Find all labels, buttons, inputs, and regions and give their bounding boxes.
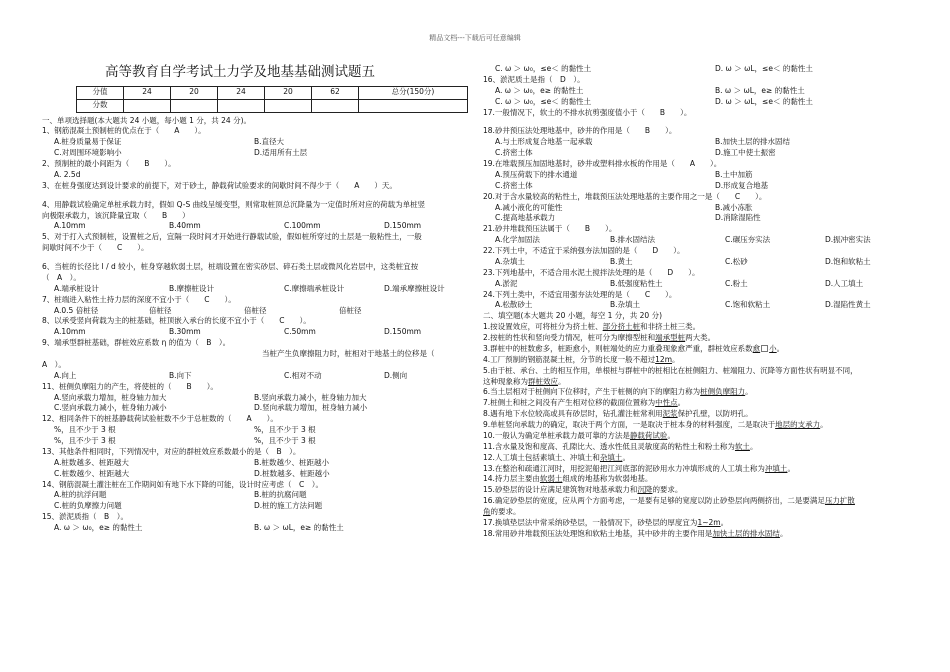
option: D.人工填土 xyxy=(825,278,864,288)
fill-text: 。 xyxy=(622,452,630,462)
option: B.减小冻胀 xyxy=(715,202,753,212)
score-cell: 分值 xyxy=(77,86,124,99)
option: C.50mm xyxy=(284,327,316,337)
fill-item xyxy=(483,420,915,431)
option: A. ω ＞ ω₀，e≥ 的黏性土 xyxy=(54,523,143,533)
question: 4、用静载试验确定单桩承载力时，假如 Q-S 曲线呈缓变型，则常取桩顶总沉降量为一定值时所对应的荷载为单桩竖 xyxy=(42,199,426,209)
question: 22.下列土中，不适宜于采纳强夯法加固的是（ D ）。 xyxy=(483,246,685,255)
fill-text: 7.桩侧土和桩之间没有产生相对位移的截面位置称为 xyxy=(483,398,656,408)
fill-text: 。 xyxy=(672,354,680,364)
fill-text: 2.按桩的性状和竖向受力情况，桩可分为摩擦型桩和 xyxy=(483,333,656,342)
question: 当桩产生负摩擦阻力时，桩相对于地基土的位移是（ xyxy=(262,349,435,359)
option: D.适用所有土层 xyxy=(254,148,308,158)
question: 9、端承型群桩基础，群桩效应系数 η 的值为（ B ）。 xyxy=(42,338,231,348)
fill-text: 18.常用砂井堆载预压法处理饱和软粘土地基，其中砂井的主要作用是 xyxy=(483,528,713,538)
question: 12、相同条件下的桩基静载荷试验桩数不少于总桩数的（ A ）。 xyxy=(42,414,278,424)
fill-answer: 中性点 xyxy=(655,398,678,408)
option: D.湿陷性黄土 xyxy=(825,300,871,310)
question: 24.下列土类中，不适宜用强夯法处理的是（ C ）。 xyxy=(483,289,677,299)
question: 5、对于打入式预制桩，设置桩之后，宜隔一段时间才开始进行静载试验，假如桩所穿过的土层是一般粘性土，一般 xyxy=(42,232,422,242)
fill-text: 15.砂垫层的设计应满足建筑物对地基承载力和 xyxy=(483,485,638,495)
question: 18.砂井预压法处理地基中，砂井的作用是（ B ）。 xyxy=(483,126,677,136)
option: C.饱和软粘土 xyxy=(725,300,771,310)
option: %，且不少于 3 根 xyxy=(54,436,116,446)
question-cont: 向极限承载力，该沉降量宜取（ B ） xyxy=(42,210,190,220)
fill-item xyxy=(483,474,915,485)
option: D.消除湿陷性 xyxy=(715,213,761,223)
option: B.桩数越少、桩距越小 xyxy=(254,457,330,467)
question: 21.砂井堆载预压法属于（ B ）。 xyxy=(483,224,617,234)
option: B.摩擦桩设计 xyxy=(169,283,215,293)
fill-text: 。 xyxy=(745,387,753,397)
option: D.150mm xyxy=(384,327,422,337)
option: C.提高地基承载力 xyxy=(495,213,556,223)
fill-item xyxy=(483,377,915,388)
option: A.桩数越多、桩距越大 xyxy=(54,457,129,467)
question: 14、钢筋混凝土灌注桩在工作期间如有地下水下降的可能，设计时应考虑（ C ）。 xyxy=(42,479,324,489)
option: D.振冲密实法 xyxy=(825,235,871,245)
option: B.40mm xyxy=(169,221,201,231)
option: D.竖向承载力增加，桩身轴力减小 xyxy=(254,403,368,413)
question-cont: （ A ）。 xyxy=(42,272,81,282)
score-cell: 分数 xyxy=(77,99,124,112)
option: A.端承桩设计 xyxy=(54,283,99,293)
score-cell xyxy=(171,99,218,112)
option: A.10mm xyxy=(54,221,86,231)
fill-answer: 桩侧负摩阻力 xyxy=(700,387,746,397)
option: C.挤密土体 xyxy=(495,148,533,158)
fill-text: 。 xyxy=(776,343,785,353)
fill-item xyxy=(483,409,915,420)
option: C.对周围环境影响小 xyxy=(54,148,122,158)
option: C.100mm xyxy=(284,221,321,231)
fill-text: 17.换填垫层法中常采纳砂垫层，一般情况下，砂垫层的厚度宜为 xyxy=(483,517,698,527)
fill-answer: 软弱土 xyxy=(539,474,563,484)
score-cell xyxy=(312,99,359,112)
question: 6、当桩的长径比 l / d 较小，桩身穿越软弱土层，桩端设置在密实砂层、碎石类土层或微风化岩层中，这类桩宜按 xyxy=(42,262,419,272)
fill-text: 13.在整治和疏通江河时，用挖泥船把江河底部的泥砂用水力冲填形成的人工填土称为 xyxy=(483,463,765,473)
fill-answer: 部分挤土桩 xyxy=(602,322,641,332)
option: A.桩的抗浮问题 xyxy=(54,490,107,500)
fill-answer: 角 xyxy=(483,507,491,516)
option: D.侧向 xyxy=(384,370,408,380)
option: 倍桩径 xyxy=(149,305,172,315)
option: C. ω ＞ ω₀，≤e＜ 的黏性土 xyxy=(495,96,592,106)
question-cont: 间歇时间不少于（ C ）。 xyxy=(42,243,149,253)
question: 16、淤泥质土是指（ D ）。 xyxy=(483,74,585,84)
fill-item xyxy=(483,496,915,507)
fill-item xyxy=(483,464,915,475)
option: C.粉土 xyxy=(725,278,748,288)
option: %，且不少于 3 根 xyxy=(254,436,316,446)
option: A.与土形成复合地基一起承载 xyxy=(495,137,593,147)
fill-text: 11.含水量及饱和度高、孔隙比大、透水性低且灵敏度高的粘性土和粉土称为 xyxy=(483,441,735,451)
fill-item xyxy=(483,333,915,344)
right-column xyxy=(483,64,915,540)
option: A.0.5 倍桩径 xyxy=(54,305,99,315)
option: 倍桩径 xyxy=(244,305,267,315)
option: A.淤泥 xyxy=(495,278,518,288)
score-cell: 20 xyxy=(171,86,218,99)
fill-text: 12.人工填土包括素填土、冲填土和 xyxy=(483,452,600,462)
fill-text: 10.一般认为确定单桩承载力最可靠的方法是 xyxy=(483,430,630,440)
option: B. ω ＞ ωL，e≥ 的黏性土 xyxy=(254,523,344,533)
question-cont: A ）。 xyxy=(42,359,66,369)
left-column xyxy=(42,64,445,534)
option: C.碾压夯实法 xyxy=(725,235,771,245)
fill-text: 。 xyxy=(667,430,675,440)
question: 1、钢筋混凝土预制桩的优点在于（ A ）。 xyxy=(42,126,206,136)
fill-answer: 1~2m xyxy=(697,517,721,527)
option: B.低强度粘性土 xyxy=(610,278,663,288)
option: B.土中加筋 xyxy=(715,169,753,179)
score-cell xyxy=(218,99,265,112)
option: C.竖向承载力减小，桩身轴力减小 xyxy=(54,403,167,413)
fill-item xyxy=(483,529,915,540)
fill-text: 9.单桩竖向承载力的确定，取决于两个方面，一是取决于桩本身的材料强度，二是取决于 xyxy=(483,420,776,429)
fill-item xyxy=(483,453,915,464)
section-heading: 一、单项选择题(本大题共 24 小题，每小题 1 分，共 24 分)。 xyxy=(42,115,252,125)
score-cell: 20 xyxy=(265,86,312,99)
fill-item xyxy=(483,387,915,398)
option: D.形成复合地基 xyxy=(715,180,769,190)
score-cell: 24 xyxy=(124,86,171,99)
page-header: 精品文档---下载后可任意编辑 xyxy=(429,34,521,42)
comment-icon xyxy=(761,345,768,352)
option: C. ω ＞ ω₀，≤e＜ 的黏性土 xyxy=(495,64,592,73)
score-row xyxy=(77,86,468,99)
fill-text: 14.持力层主要由 xyxy=(483,474,540,484)
question: 13、其他条件相同时，下列情况中，对应的群桩效应系数最小的是（ B ）。 xyxy=(42,446,301,456)
fill-answer: 群桩效应 xyxy=(528,376,558,386)
question: 15、淤泥质指（ B ）。 xyxy=(42,512,128,522)
option: D.饱和软粘土 xyxy=(825,256,871,266)
fill-text: 保护孔壁，以防坍孔。 xyxy=(677,409,753,419)
fill-item xyxy=(483,398,915,409)
fill-answer: 愈 xyxy=(752,343,761,353)
option: A.减小液化的可能性 xyxy=(495,202,563,212)
option: %，且不少于 3 根 xyxy=(54,425,116,435)
fill-text: 组成的地基称为软弱地基。 xyxy=(562,474,653,484)
option: C.摩擦端承桩设计 xyxy=(284,283,345,293)
fill-item xyxy=(483,355,915,366)
option: C.松砂 xyxy=(725,256,748,266)
question: 11、桩侧负摩阻力的产生，将使桩的（ B ）。 xyxy=(42,381,218,391)
option: 倍桩径 xyxy=(339,305,362,315)
option: C.桩的负摩擦力问题 xyxy=(54,501,122,511)
fill-text: 的要求。 xyxy=(490,507,521,516)
question: 3、在桩身强度达到设计要求的前提下，对于砂土，静载荷试验要求的间歇时间不得少于（ A ）天。 xyxy=(42,180,397,190)
fill-answer: 端承型桩 xyxy=(655,333,686,342)
option: D.端承摩擦桩设计 xyxy=(384,283,445,293)
fill-text: 1.按设置效应，可将桩分为挤土桩、 xyxy=(483,322,603,332)
fill-text: 。 xyxy=(677,398,686,408)
score-cell xyxy=(359,99,468,112)
fill-text: 。 xyxy=(779,528,788,538)
question: 7、桩端进入粘性土持力层的深度不宜小于（ C ）。 xyxy=(42,294,236,304)
option: A.松散砂土 xyxy=(495,300,533,310)
option: B.向下 xyxy=(169,370,192,380)
fill-item xyxy=(483,344,915,355)
fill-text: 。 xyxy=(820,420,828,429)
option: A.竖向承载力增加，桩身轴力加大 xyxy=(54,392,167,402)
option: B.黄土 xyxy=(610,256,633,266)
fill-text: 。 xyxy=(720,517,729,527)
fill-text: 这种现象称为 xyxy=(483,376,528,386)
option: D. ω ＞ ωL，≤e＜ 的黏性土 xyxy=(715,96,813,106)
fill-answer: 压力扩散 xyxy=(824,496,855,506)
option: C.桩数越少、桩距越大 xyxy=(54,468,130,478)
option: A.向上 xyxy=(54,370,77,380)
option: B. ω ＞ ωL，e≥ 的黏性土 xyxy=(715,85,805,95)
fill-item xyxy=(483,322,915,333)
fill-answer: 小 xyxy=(769,343,777,353)
option: A. 2.5d xyxy=(54,169,81,179)
option: A.杂填土 xyxy=(495,256,525,266)
fill-item xyxy=(483,431,915,442)
fill-text: 。 xyxy=(749,441,758,451)
option: C.相对不动 xyxy=(284,370,322,380)
fill-text: 两大类。 xyxy=(685,333,716,342)
option: B.竖向承载力减小，桩身轴力加大 xyxy=(254,392,367,402)
option: A. ω ＞ ω₀，e≥ 的黏性土 xyxy=(495,85,584,95)
fill-text: 16.确定砂垫层的宽度，应从两个方面考虑，一是要有足够的宽度以防止砂垫层向两侧挤出，二是要满足 xyxy=(483,496,825,506)
score-cell xyxy=(265,99,312,112)
fill-answer: 地层的支承力 xyxy=(775,420,821,429)
question: 17.一般情况下，软土的不排水抗剪强度值小于（ B ）。 xyxy=(483,107,692,117)
option: A.10mm xyxy=(54,327,86,337)
fill-text: 和非挤土桩三类。 xyxy=(640,322,701,332)
score-row xyxy=(77,99,468,112)
fill-item xyxy=(483,518,915,529)
fill-text: 3.群桩中的桩数愈多，桩距愈小，则桩端处的应力重叠现象愈严重，群桩效应系数 xyxy=(483,343,753,353)
option: B.加快土层的排水固结 xyxy=(715,137,791,147)
option: B.杂填土 xyxy=(610,300,641,310)
fill-answer: 沉降 xyxy=(637,485,653,495)
score-cell: 总分(150分) xyxy=(359,86,468,99)
question: 2、预制桩的最小间距为（ B ）。 xyxy=(42,159,176,169)
option: %，且不少于 3 根 xyxy=(254,425,316,435)
fill-item xyxy=(483,442,915,453)
fill-answer: 静载荷试验 xyxy=(629,430,668,440)
option: D.150mm xyxy=(384,221,422,231)
fill-item xyxy=(483,485,915,496)
score-cell: 62 xyxy=(312,86,359,99)
fill-answer: 软土 xyxy=(734,441,750,451)
score-cell: 24 xyxy=(218,86,265,99)
score-cell xyxy=(124,99,171,112)
option: D.施工中使土振密 xyxy=(715,148,776,158)
option: B.排水固结法 xyxy=(610,235,656,245)
fill-item xyxy=(483,507,915,518)
fill-answer: 杂填土 xyxy=(599,452,623,462)
option: D.桩的施工方法问题 xyxy=(254,501,323,511)
option: B.桩的抗腐问题 xyxy=(254,490,307,500)
fill-answer: 加快土层的排水固结 xyxy=(712,528,780,538)
question: 19.在堆载预压加固地基时，砂井或塑料排水板的作用是（ A ）。 xyxy=(483,159,722,168)
fill-answer: 泥浆 xyxy=(662,409,678,419)
fill-text: 4.工厂预制的钢筋混凝土桩，分节的长度一般不超过 xyxy=(483,354,656,364)
page-title: 高等教育自学考试土力学及地基基础测试题五 xyxy=(105,64,375,80)
fill-answer: 12m xyxy=(655,354,673,364)
option: D.桩数越多、桩距越小 xyxy=(254,468,330,478)
question: 20.对于含水量较高的粘性土，堆载预压法处理地基的主要作用之一是（ C ）。 xyxy=(483,191,767,201)
option: D. ω ＞ ωL，≤e＜ 的黏性土 xyxy=(715,64,813,73)
option: B.直径大 xyxy=(254,137,285,147)
fill-text: 。 xyxy=(787,463,795,473)
option: A.化学加固法 xyxy=(495,235,540,245)
section-heading: 二、填空题(本大题共 20 小题，每空 1 分，共 20 分) xyxy=(483,311,663,321)
option: A.预压荷载下的排水通道 xyxy=(495,169,578,179)
option: C.挤密土体 xyxy=(495,180,533,190)
question: 23.下列地基中，不适合用水泥土搅拌法处理的是（ D ）。 xyxy=(483,267,700,277)
question: 8、以承受竖向荷载为主的桩基础，桩顶嵌入承台的长度不宜小于（ C ）。 xyxy=(42,316,311,326)
fill-text: 8.遇有地下水位较高或具有砂层时，钻孔灌注桩常利用 xyxy=(483,409,663,419)
fill-answer: 冲填土 xyxy=(764,463,788,473)
option: A.桩身质量易于保证 xyxy=(54,137,122,147)
fill-text: 6.当土层相对于桩侧向下位移时，产生于桩侧的向下的摩阻力称为 xyxy=(483,387,701,397)
fill-text: 的要求。 xyxy=(652,485,683,495)
option: B.30mm xyxy=(169,327,201,337)
fill-item: 5.由于桩、承台、土的相互作用，单根桩与群桩中的桩相比在桩侧阻力、桩端阻力、沉降等方面性状有明显不同， xyxy=(483,365,858,375)
fill-text: 。 xyxy=(558,376,566,386)
score-table xyxy=(76,86,468,113)
